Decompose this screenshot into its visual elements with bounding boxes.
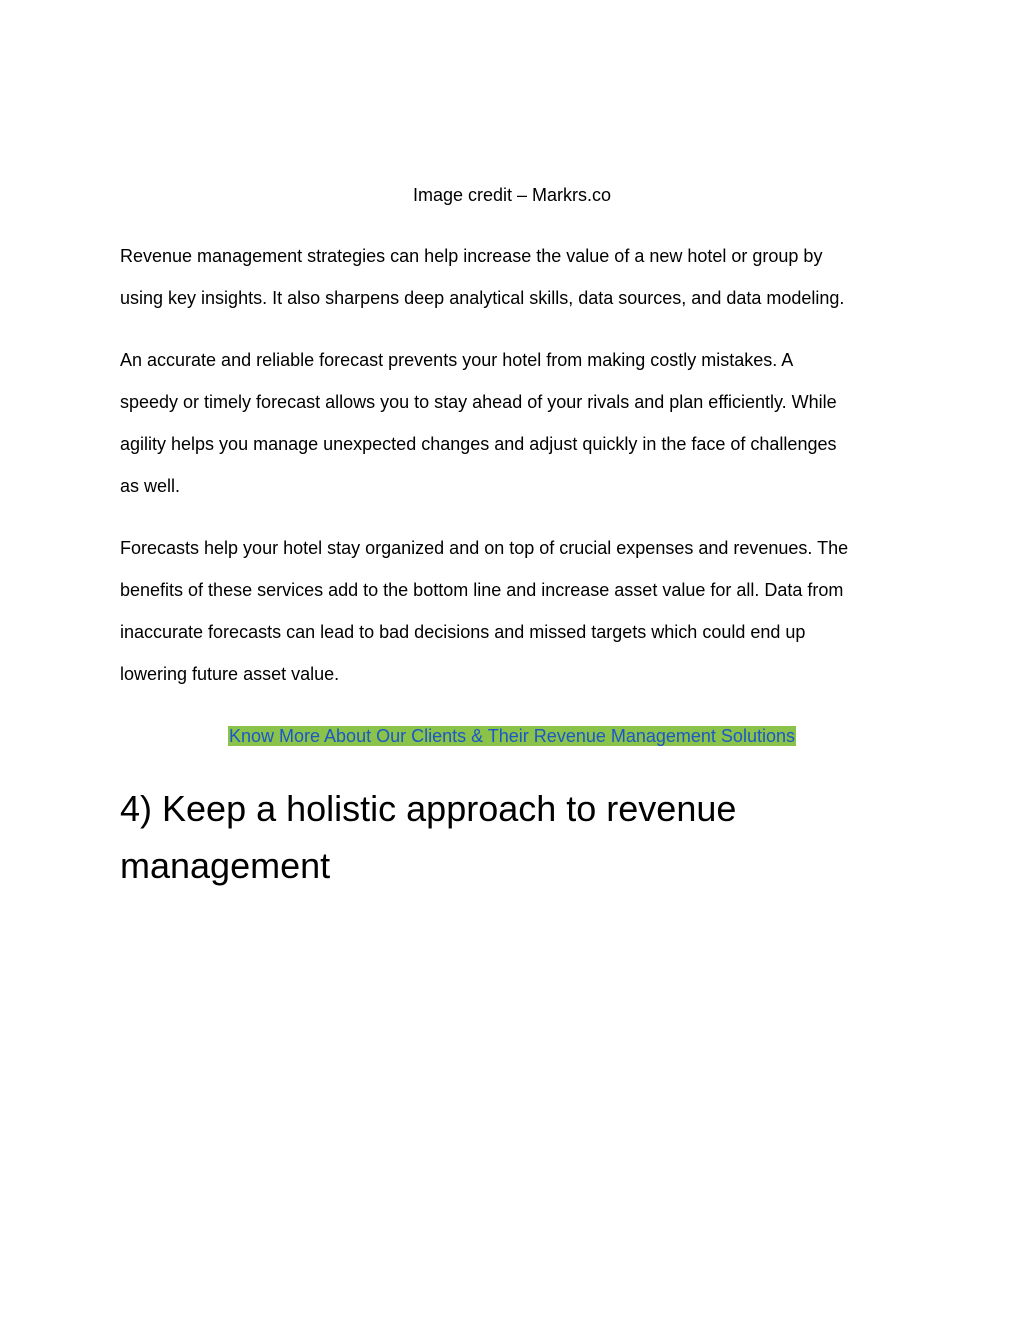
paragraph-accurate-forecast [120, 339, 920, 507]
paragraph-line: lowering future asset value. [120, 664, 340, 684]
know-more-clients-link[interactable]: Know More About Our Clients & Their Revenue Management Solutions [229, 726, 795, 746]
paragraph-revenue-strategies [120, 235, 920, 319]
paragraph-line: inaccurate forecasts can lead to bad decisions and missed targets which could end up [120, 622, 806, 642]
paragraph-line: Revenue management strategies can help increase the value of a new hotel or group by [120, 246, 823, 266]
paragraph-line: speedy or timely forecast allows you to stay ahead of your rivals and plan efficiently. While [120, 392, 837, 412]
heading-line: 4) Keep a holistic approach to revenue [120, 788, 737, 829]
paragraph-line: agility helps you manage unexpected changes and adjust quickly in the face of challenges [120, 434, 837, 454]
paragraph-line: Forecasts help your hotel stay organized and on top of crucial expenses and revenues. The [120, 538, 849, 558]
paragraph-line: as well. [120, 476, 181, 496]
paragraph-line: benefits of these services add to the bottom line and increase asset value for all. Data from [120, 580, 844, 600]
paragraph-line: using key insights. It also sharpens deep analytical skills, data sources, and data modeling. [120, 288, 845, 308]
paragraph-forecast-benefits [120, 527, 920, 695]
heading-line: management [120, 845, 331, 886]
paragraph-line: An accurate and reliable forecast prevents your hotel from making costly mistakes. A [120, 350, 794, 370]
cta-container [0, 724, 1024, 748]
section-heading [120, 780, 920, 894]
image-credit-caption: Image credit – Markrs.co [412, 185, 612, 205]
